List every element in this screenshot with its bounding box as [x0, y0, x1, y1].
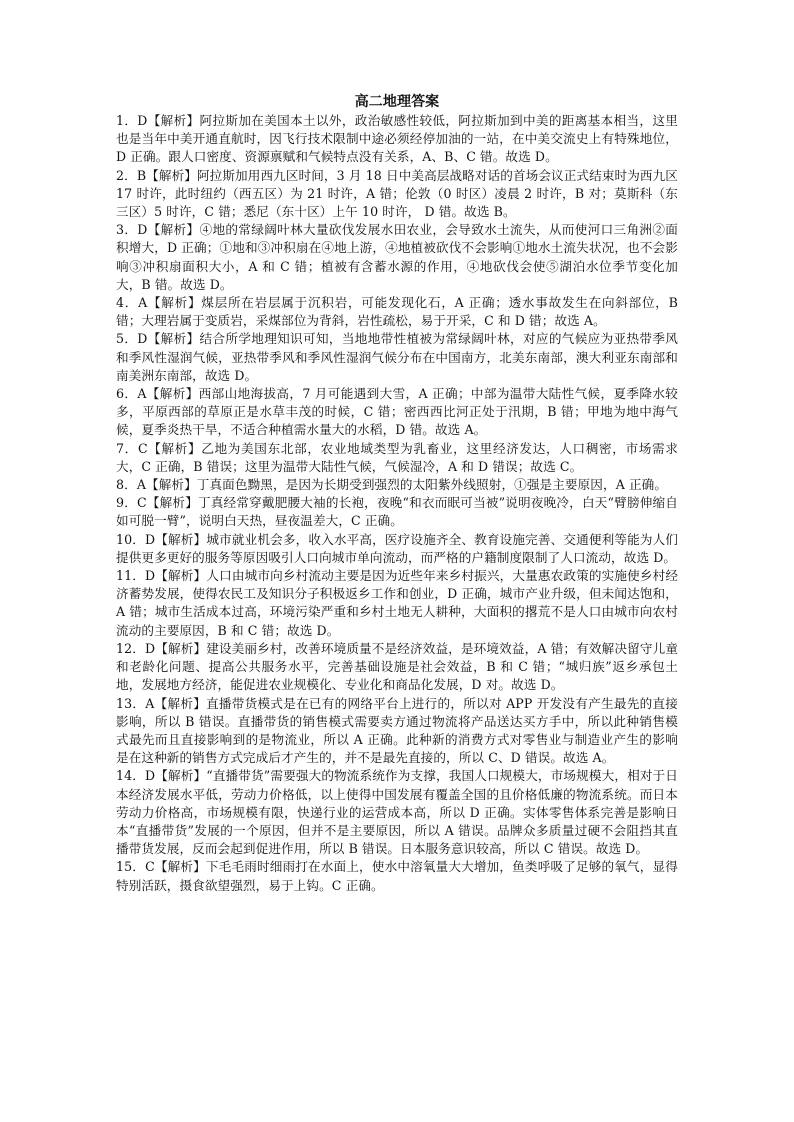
analysis-text: 城市就业机会多，收入水平高，医疗设施齐全、教育设施完善、交通便利等能为人们提供更多更好的服务等原因吸引人口向城市单向流动，而严格的户籍制度限制了人口流动，故选 D。 — [116, 531, 679, 565]
answer-list — [116, 112, 678, 895]
answer-key: A — [138, 295, 148, 311]
analysis-text: 人口由城市向乡村流动主要是因为近些年来乡村振兴，大量惠农政策的实施使乡村经济蓄势发展，使得农民工及知识分子积极返乡工作和创业，D 正确，城市产业升级，但未闻达饱和，A 错；城市生活成本过高，环境污染严重和乡村土地无人耕种，大面积的撂荒不是人口由城市向农村流动的主要原因，B 和 C 错；故选 D。 — [116, 568, 679, 638]
answer-key: B — [136, 167, 147, 183]
answer-document — [116, 92, 678, 895]
analysis-text: 阿拉斯加在美国本土以外，政治敏感性较低，阿拉斯加到中美的距离基本相当，这里也是当年中美开通直航时，因飞行技术限制中途必须经停加油的一站，在中美交流史上有特殊地位，D 正确。跟人口密度、资源禀赋和气候特点没有关系，A、B、C 错。故选 D。 — [116, 113, 678, 165]
question-number: 2． — [116, 167, 137, 183]
question-number: 14． — [116, 768, 146, 784]
answer-item — [116, 294, 678, 330]
analysis-tag: 【解析】 — [155, 640, 207, 656]
answer-key: A — [136, 477, 147, 493]
question-number: 7． — [116, 440, 138, 456]
question-number: 13． — [116, 695, 146, 711]
analysis-text: 煤层所在岩层属于沉积岩，可能发现化石，A 正确；透水事故发生在向斜部位，B 错；大理岩属于变质岩，采煤部位为背斜，岩性疏松，易于开采，C 和 D 错；故选 A。 — [116, 295, 678, 329]
analysis-text: ④地的常绿阔叶林大量砍伐发展水田农业，会导致水土流失，从而使河口三角洲②面积增大，D 正确；①地和③冲积扇在④地上游，④地植被砍伐不会影响①地水土流失状况，也不会影响③冲积扇面积大小，A 和 C 错；植被有含蓄水源的作用，④地砍伐会使⑤湖泊水位季节变化加大，B 错。故选 D。 — [116, 222, 678, 292]
answer-key: A — [145, 695, 155, 711]
answer-key: A — [137, 386, 147, 402]
question-number: 11． — [116, 568, 146, 584]
question-number: 6． — [116, 386, 138, 402]
analysis-text: 丁真经常穿戴肥腰大袖的长袍，夜晚“和衣而眠可当被”说明夜晚冷，白天“臂膀伸缩自如可脱一臂”，说明白天热，昼夜温差大，C 正确。 — [116, 495, 679, 529]
answer-item — [116, 440, 678, 476]
question-number: 10． — [116, 531, 146, 547]
analysis-tag: 【解析】 — [154, 859, 206, 875]
analysis-tag: 【解析】 — [147, 222, 200, 238]
analysis-text: 下毛毛雨时细雨打在水面上，使水中溶氧量大大增加，鱼类呼吸了足够的氧气，显得特别活跃，摄食欲望强烈，易于上钩。C 正确。 — [116, 859, 678, 893]
answer-key: C — [137, 440, 148, 456]
analysis-tag: 【解析】 — [146, 386, 199, 402]
answer-key: D — [137, 331, 148, 347]
analysis-tag: 【解析】 — [155, 768, 207, 784]
question-number: 5． — [116, 331, 138, 347]
analysis-tag: 【解析】 — [147, 331, 200, 347]
question-number: 12． — [116, 640, 146, 656]
answer-key: D — [145, 568, 156, 584]
answer-item — [116, 640, 678, 695]
question-number: 1． — [116, 113, 138, 128]
analysis-text: “直播带货”需要强大的物流系统作为支撑，我国人口规模大，市场规模大，相对于日本经济发展水平低，劳动力价格低，以上使得中国发展有覆盖全国的且价格低廉的物流系统。而日本劳动力价格高，市场规模有限，快递行业的运营成本高，所以 D 正确。实体零售体系完善是影响日本“直播带货”发展的一个原因，但并不是主要原因，所以 A 错误。品牌众多质量过硬不会阻挡其直播带货发展，反而会起到促进作用，所以 B 错误。日本服务意识较高，所以 C 错误。故选 D。 — [116, 768, 678, 857]
analysis-tag: 【解析】 — [147, 295, 202, 311]
answer-item — [116, 531, 678, 567]
question-number: 4． — [116, 295, 139, 311]
analysis-text: 阿拉斯加用西九区时间，3 月 18 日中美高层战略对话的首场会议正式结束时为西九区 17 时许，此时纽约（西五区）为 21 时许，A 错；伦敦（0 时区）凌晨 2 时许，B 对；莫斯科（东三区）5 时许，C 错；悉尼（东十区）上午 10 时许， D 错。故选 B。 — [116, 167, 678, 220]
analysis-tag: 【解析】 — [155, 531, 207, 547]
question-number: 15． — [116, 859, 146, 875]
answer-key: C — [137, 495, 147, 511]
answer-item — [116, 330, 678, 385]
answer-item — [116, 695, 678, 768]
analysis-tag: 【解析】 — [146, 477, 197, 493]
answer-item — [116, 385, 678, 440]
question-number: 8． — [116, 477, 137, 493]
answer-item — [116, 112, 678, 167]
answer-item — [116, 494, 678, 530]
analysis-tag: 【解析】 — [155, 568, 207, 584]
answer-item — [116, 476, 678, 494]
analysis-tag: 【解析】 — [147, 113, 200, 128]
analysis-tag: 【解析】 — [146, 495, 198, 511]
answer-item — [116, 167, 678, 222]
document-title: 高二地理答案 — [354, 94, 440, 110]
question-number: 9． — [116, 495, 137, 511]
answer-item — [116, 221, 678, 294]
question-number: 3． — [116, 222, 138, 238]
analysis-text: 丁真面色黝黑，是因为长期受到强烈的太阳紫外线照射，①强是主要原因，A 正确。 — [196, 477, 668, 493]
analysis-text: 西部山地海拔高，7 月可能遇到大雪，A 正确；中部为温带大陆性气候，夏季降水较多，平原西部的草原正是水草丰茂的时候，C 错；密西西比河正处于汛期，B 错；甲地为地中海气候，夏季炎热干旱，不适合种植需水量大的水稻，D 错。故选 A。 — [116, 386, 679, 438]
answer-key: D — [137, 113, 148, 128]
analysis-tag: 【解析】 — [147, 440, 202, 456]
answer-key: D — [145, 768, 156, 784]
answer-key: D — [137, 222, 148, 238]
analysis-text: 结合所学地理知识可知，当地地带性植被为常绿阔叶林，对应的气候应为亚热带季风和季风性湿润气候，亚热带季风和季风性湿润气候分布在中国南方，北美东南部，澳大利亚东南部和南美洲东南部，故选 D。 — [116, 331, 678, 383]
analysis-tag: 【解析】 — [154, 695, 207, 711]
analysis-tag: 【解析】 — [146, 167, 197, 183]
analysis-text: 乙地为美国东北部，农业地域类型为乳畜业，这里经济发达，人口稠密，市场需求大，C 正确，B 错误；这里为温带大陆性气候，气候湿冷，A 和 D 错误；故选 C。 — [116, 440, 678, 474]
answer-key: D — [145, 531, 156, 547]
answer-item — [116, 767, 678, 858]
analysis-text: 直播带货模式是在已有的网络平台上进行的，所以对 APP 开发没有产生最先的直接影响，所以 B 错误。直播带货的销售模式需要卖方通过物流将产品送达买方手中，所以此种销售模式最先而且直接影响到的是物流业，所以 A 正确。此种新的消费方式对零售业与制造业产生的影响是在这种新的销售方式完成后才产生的，并不是最先直接的，所以 C、D 错误。故选 A。 — [116, 695, 678, 766]
analysis-text: 建设美丽乡村，改善环境质量不是经济效益，是环境效益，A 错；有效解决留守儿童和老龄化问题、提高公共服务水平，完善基础设施是社会效益，B 和 C 错；“城归族”返乡承包土地，发展地方经济，能促进农业规模化、专业化和商品化发展，D 对。故选 D。 — [116, 640, 679, 693]
answer-item — [116, 858, 678, 894]
answer-key: C — [145, 859, 155, 875]
answer-key: D — [145, 640, 156, 656]
answer-item — [116, 567, 678, 640]
